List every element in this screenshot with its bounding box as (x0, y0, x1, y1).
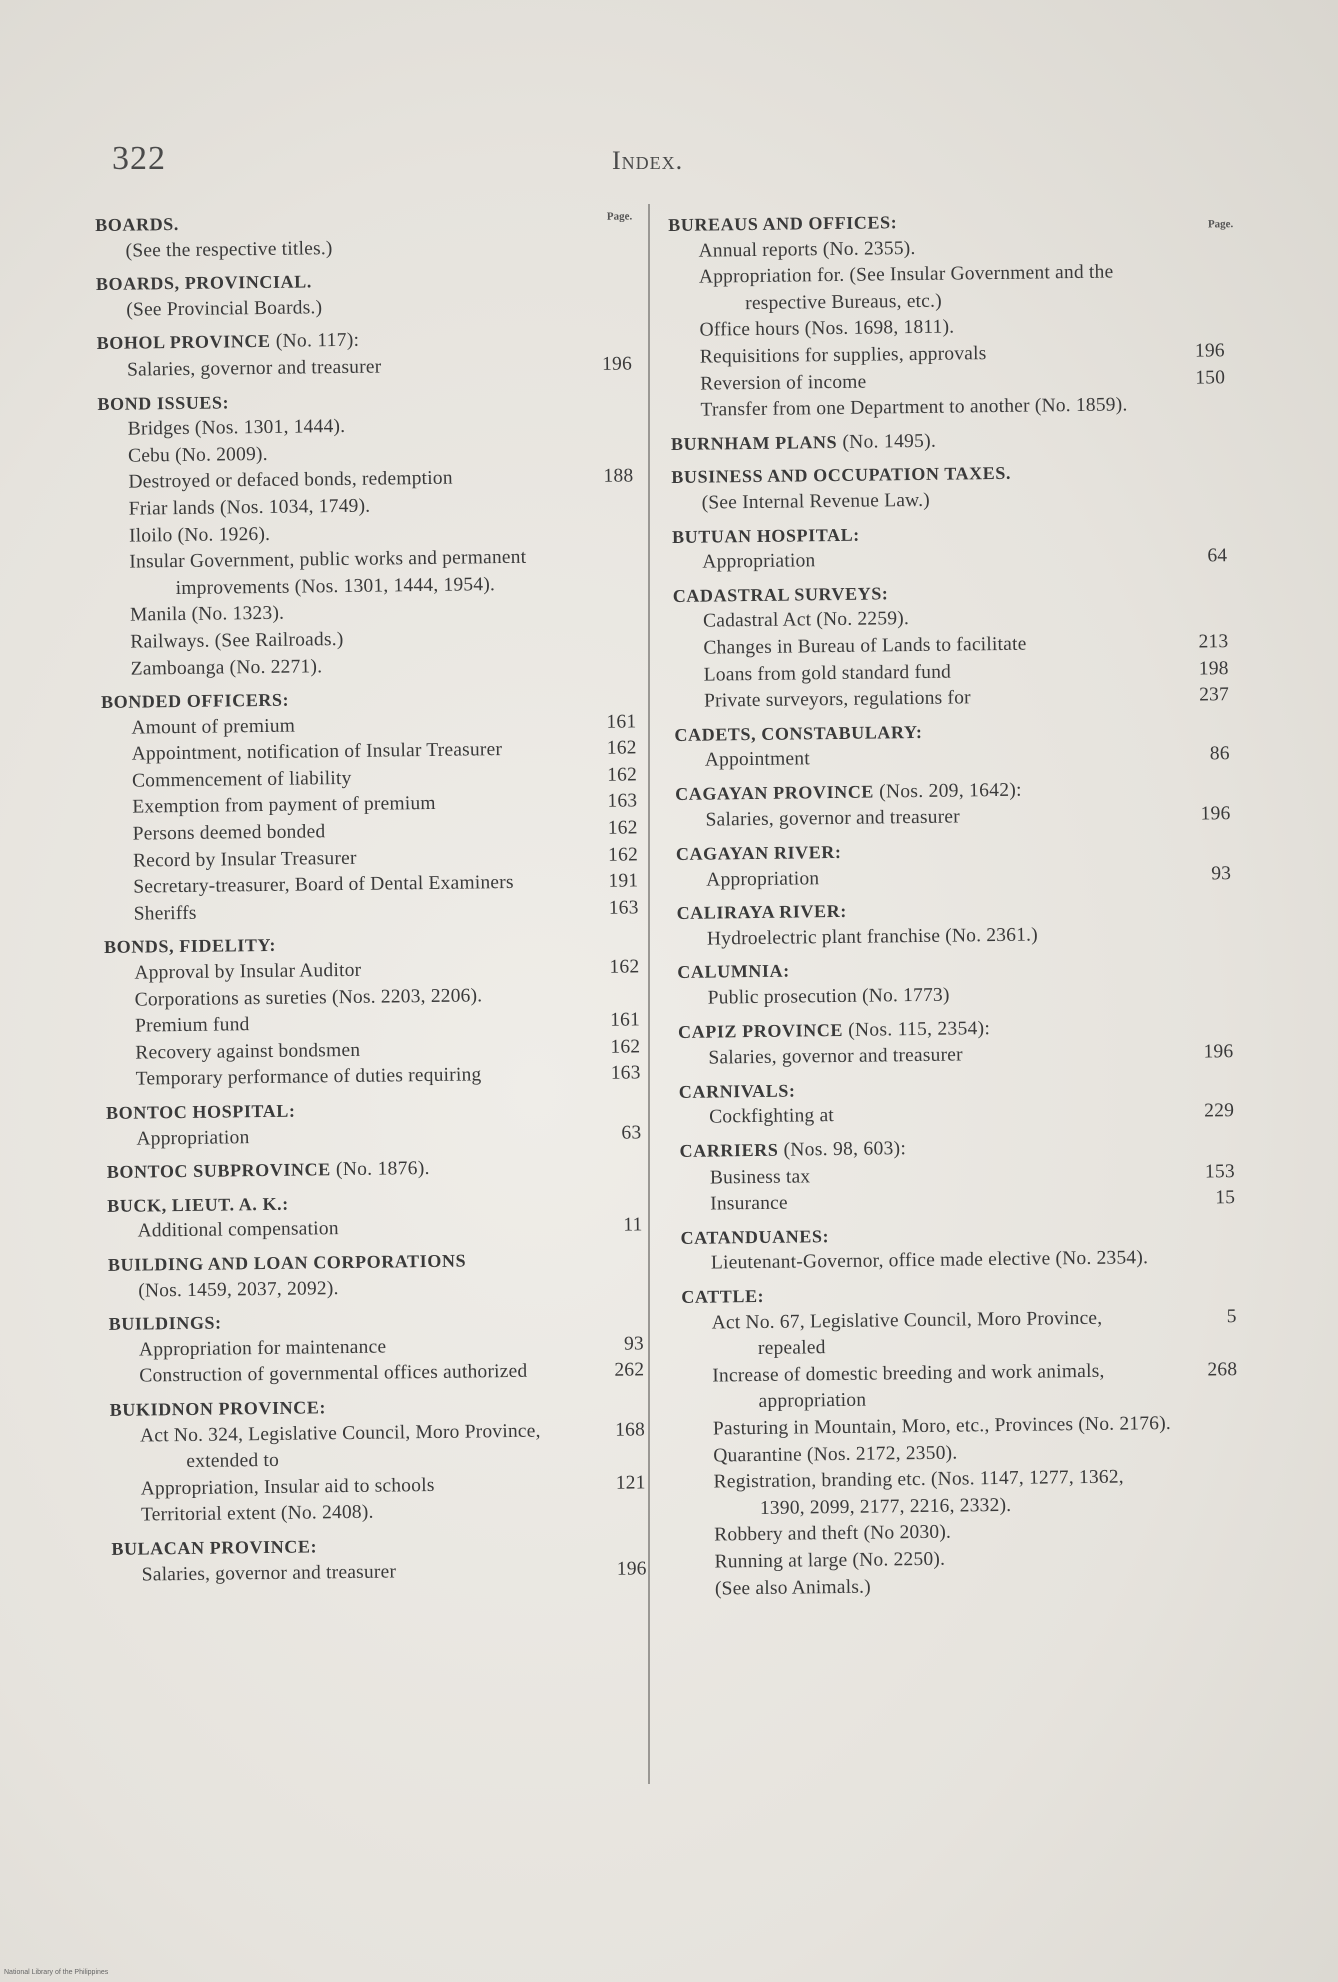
subentry-text: Construction of governmental offices authorized (139, 1361, 528, 1387)
index-subentry (112, 1556, 647, 1589)
page-reference: 162 (609, 956, 640, 978)
subentry-text: Commencement of liability (131, 767, 352, 792)
subentry-text: Zamboanga (No. 2271). (130, 655, 323, 680)
page-reference: 229 (1204, 1100, 1235, 1122)
subentry-text: Railways. (See Railroads.) (130, 628, 344, 653)
index-subentry (95, 232, 630, 265)
index-subentry (679, 1099, 1234, 1132)
subentry-text: Transfer from one Department to another (No. 1859). (700, 394, 1128, 421)
index-subentry (109, 1358, 644, 1391)
page-reference: 196 (601, 353, 633, 375)
heading-term: CAPIZ PROVINCE (677, 1019, 844, 1042)
index-subentry (101, 650, 636, 683)
subentry-text: Salaries, governor and treasurer (141, 1560, 397, 1586)
page-reference (1172, 1455, 1238, 1456)
page-reference (577, 1290, 643, 1291)
page-reference (1158, 276, 1224, 277)
subentry-text: (See also Animals.) (714, 1576, 871, 1600)
subentry-text: Iloilo (No. 1926). (128, 523, 271, 547)
index-subentry (678, 979, 1233, 1012)
page-reference: 86 (1209, 743, 1230, 765)
index-subentry (107, 1213, 642, 1246)
heading-reference: (No. 1876). (330, 1158, 430, 1181)
page-reference (568, 535, 634, 536)
page-reference: 196 (1203, 1041, 1234, 1063)
page-reference: 11 (623, 1214, 643, 1236)
entry-list-right (668, 205, 1240, 1603)
page-reference (568, 508, 634, 509)
page-reference (1162, 621, 1228, 622)
index-subentry (671, 484, 1226, 517)
index-subentry (106, 1120, 641, 1153)
heading-term: BURNHAM PLANS (670, 431, 838, 454)
index-subentry (681, 1245, 1236, 1278)
page-reference: 162 (606, 737, 637, 760)
page-reference (1173, 1534, 1239, 1535)
heading-term: BUSINESS AND OCCUPATION TAXES. (671, 463, 1012, 488)
page-reference: 262 (614, 1359, 645, 1382)
subentry-text: Loans from gold standard fund (703, 661, 952, 686)
subentry-text: Approval by Insular Auditor (134, 959, 362, 984)
page-reference: 188 (603, 465, 634, 488)
heading-reference: (Nos. 115, 2354): (842, 1017, 991, 1041)
index-subentry (111, 1497, 646, 1530)
scan-attribution: National Library of the Philippines (4, 1969, 109, 1976)
heading-term: CALIRAYA RIVER: (676, 901, 847, 924)
page-reference (569, 641, 635, 642)
page-reference (1159, 330, 1225, 331)
page-reference (1160, 409, 1226, 410)
page-number: 322 (112, 140, 166, 177)
page-reference: 162 (607, 817, 638, 839)
page-reference (567, 429, 633, 430)
heading-term: BONTOC HOSPITAL: (105, 1100, 296, 1123)
heading-reference: (No. 1495). (837, 430, 937, 453)
page-reference (1166, 938, 1232, 939)
page-reference: 93 (1211, 862, 1232, 885)
subentry-text: Appropriation (702, 550, 816, 573)
subentry-text: Running at large (No. 2250). (714, 1548, 946, 1573)
page-reference: 213 (1198, 631, 1229, 653)
subentry-text: Salaries, governor and treasurer (705, 806, 961, 832)
heading-term: BUILDING AND LOAN CORPORATIONS (107, 1250, 467, 1275)
index-column-left (95, 199, 647, 1589)
page-reference (1167, 997, 1233, 998)
subentry-text: (See the respective titles.) (125, 237, 333, 262)
subentry-text: Record by Insular Treasurer (132, 847, 357, 872)
index-subentry (680, 1185, 1235, 1218)
entry-list-left (95, 205, 647, 1589)
index-subentry (110, 1417, 646, 1477)
index-subentry (96, 291, 631, 324)
heading-term: CAGAYAN RIVER: (675, 841, 842, 865)
page-reference: 63 (621, 1121, 642, 1144)
subentry-text: Territorial extent (No. 2408). (140, 1502, 374, 1526)
page-reference: 162 (607, 764, 638, 786)
page-reference (1158, 250, 1224, 251)
page-reference (574, 999, 640, 1000)
page-reference: 163 (610, 1062, 641, 1085)
page-reference (1170, 1263, 1236, 1264)
index-subentry (678, 1039, 1233, 1072)
index-column-right (668, 199, 1240, 1603)
heading-term: CATANDUANES: (680, 1225, 830, 1248)
heading-term: BUCK, LIEUT. A. K.: (107, 1193, 289, 1216)
subentry-text: Quarantine (Nos. 2172, 2350). (713, 1442, 958, 1467)
subentry-text: Insular Government, public works and permanent improvements (Nos. 1301, 1444, 1954). (129, 546, 527, 599)
subentry-text: Pasturing in Mountain, Moro, etc., Provinces (No. 2176). (712, 1412, 1172, 1440)
subentry-text: Appropriation (136, 1126, 250, 1150)
index-subentry (106, 1061, 641, 1094)
subentry-text: Corporations as sureties (Nos. 2203, 2206). (134, 984, 483, 1011)
page-column-label: Page. (1207, 218, 1234, 231)
page-reference: 163 (607, 790, 638, 813)
subentry-text: Secretary-treasurer, Board of Dental Examiners (133, 872, 514, 898)
subentry-text: Registration, branding etc. (Nos. 1147, 1277, 1362, 1390, 2099, 2177, 2216, 2332). (713, 1466, 1124, 1519)
page-reference (1174, 1561, 1240, 1562)
page-reference (1174, 1588, 1240, 1589)
heading-term: BULACAN PROVINCE: (111, 1536, 318, 1559)
page-reference: 150 (1195, 366, 1226, 389)
subentry-text: Additional compensation (137, 1218, 339, 1242)
subentry-text: Recovery against bondsmen (135, 1039, 361, 1064)
page-reference: 196 (1194, 340, 1225, 362)
index-heading (671, 424, 1226, 458)
subentry-text: Appropriation for. (See Insular Government and the respective Bureaus, etc.) (698, 261, 1114, 314)
subentry-text: Act No. 67, Legislative Council, Moro Province, repealed (711, 1307, 1103, 1360)
page-reference: 191 (608, 870, 639, 893)
subentry-text: Appointment (704, 748, 811, 771)
page-reference (1172, 1428, 1238, 1429)
subentry-text: Public prosecution (No. 1773) (707, 984, 950, 1009)
heading-term: BONTOC SUBPROVINCE (106, 1159, 331, 1183)
subentry-text: Manila (No. 1323). (129, 603, 285, 626)
heading-term: CATTLE: (681, 1285, 765, 1307)
heading-term: BOHOL PROVINCE (96, 331, 271, 354)
subentry-text: Cockfighting at (709, 1105, 835, 1128)
heading-reference: (No. 117): (270, 330, 360, 353)
page-reference (567, 455, 633, 456)
heading-term: CAGAYAN PROVINCE (675, 781, 875, 804)
page-reference: 196 (616, 1557, 647, 1580)
subentry-text: Bridges (Nos. 1301, 1444). (127, 416, 346, 440)
index-subentry (682, 1357, 1238, 1417)
index-subentry (99, 544, 635, 604)
heading-term: BOARDS, PROVINCIAL. (95, 271, 312, 295)
heading-term: BUKIDNON PROVINCE: (109, 1397, 327, 1420)
page-reference: 161 (610, 1009, 641, 1031)
page-reference (1161, 502, 1227, 503)
column-divider (648, 204, 650, 1784)
subentry-text: Amount of premium (131, 715, 296, 739)
page-reference (565, 250, 631, 251)
subentry-text: Premium fund (134, 1014, 250, 1037)
index-subentry (108, 1272, 643, 1305)
subentry-text: Hydroelectric plant franchise (No. 2361.) (706, 924, 1038, 950)
subentry-text: (See Internal Revenue Law.) (701, 489, 931, 514)
page-reference: 15 (1215, 1187, 1236, 1209)
index-subentry (681, 1304, 1237, 1364)
page-reference (565, 309, 631, 310)
subentry-text: Private surveyors, regulations for (703, 687, 971, 712)
page-reference (570, 668, 636, 669)
index-subentry (675, 741, 1230, 774)
page-reference: 162 (610, 1036, 641, 1058)
index-subentry (672, 543, 1227, 576)
subentry-text: Friar lands (Nos. 1034, 1749). (128, 495, 371, 520)
heading-term: CARNIVALS: (678, 1080, 796, 1102)
heading-term: CARRIERS (679, 1139, 779, 1161)
page-reference (568, 562, 634, 563)
index-subentry (676, 861, 1231, 894)
subentry-text: Appropriation, Insular aid to schools (140, 1474, 435, 1500)
subentry-text: Exemption from payment of premium (132, 793, 436, 819)
subentry-text: Changes in Bureau of Lands to facilitate (703, 633, 1027, 659)
index-subentry (670, 391, 1225, 424)
heading-term: BUILDINGS: (108, 1312, 222, 1335)
subentry-text: Salaries, governor and treasurer (708, 1044, 963, 1069)
heading-term: BONDED OFFICERS: (100, 689, 290, 713)
subentry-text: (See Provincial Boards.) (126, 297, 323, 321)
heading-term: CADETS, CONSTABULARY: (674, 721, 923, 745)
page-reference: 198 (1198, 657, 1229, 680)
index-subentry (685, 1570, 1240, 1603)
subentry-text: Cebu (No. 2009). (127, 443, 268, 467)
index-subentry (104, 895, 639, 928)
page-reference: 268 (1207, 1358, 1238, 1381)
heading-term: BUTUAN HOSPITAL: (671, 524, 860, 547)
subentry-text: Persons deemed bonded (132, 821, 326, 845)
subentry-text: Annual reports (No. 2355). (698, 237, 916, 262)
subentry-text: Destroyed or defaced bonds, redemption (128, 467, 453, 493)
page-reference: 163 (608, 897, 639, 919)
heading-term: CALUMNIA: (677, 961, 790, 983)
subentry-text: Insurance (710, 1192, 788, 1215)
page-reference (580, 1515, 646, 1516)
page-reference: 161 (606, 711, 637, 733)
heading-term: BONDS, FIDELITY: (103, 935, 277, 958)
heading-term: BOARDS. (95, 213, 180, 235)
page-reference: 93 (623, 1333, 645, 1355)
subentry-text: Lieutenant-Governor, office made elective (No. 2354). (710, 1247, 1149, 1274)
subentry-text: Appropriation (706, 867, 820, 891)
subentry-text: (Nos. 1459, 2037, 2092). (138, 1277, 339, 1302)
page-column-label: Page. (606, 210, 633, 223)
index-subentry (674, 682, 1229, 715)
index-subentry (97, 351, 632, 384)
heading-term: BOND ISSUES: (97, 391, 230, 414)
page-reference: 162 (607, 844, 639, 866)
subentry-text: Office hours (Nos. 1698, 1811). (699, 316, 955, 341)
subentry-text: Increase of domestic breeding and work animals, appropriation (712, 1360, 1105, 1413)
page-title: Index. (612, 146, 684, 175)
heading-term: CADASTRAL SURVEYS: (672, 583, 889, 606)
heading-term: BUREAUS AND OFFICES: (668, 212, 898, 235)
page-reference (1173, 1481, 1239, 1482)
subentry-text: Robbery and theft (No 2030). (714, 1521, 952, 1546)
heading-reference: (Nos. 98, 603): (778, 1138, 907, 1161)
subentry-text: Act No. 324, Legislative Council, Moro Province, extended to (139, 1420, 541, 1473)
page-reference: 64 (1207, 545, 1228, 567)
page-reference: 168 (615, 1418, 646, 1441)
subentry-text: Salaries, governor and treasurer (126, 356, 382, 381)
subentry-text: Temporary performance of duties requiring (135, 1064, 482, 1090)
subentry-text: Business tax (709, 1165, 811, 1189)
subentry-text: Requisitions for supplies, approvals (699, 343, 987, 368)
subentry-text: Appointment, notification of Insular Treasurer (131, 739, 503, 765)
subentry-text: Cadastral Act (No. 2259). (702, 608, 910, 632)
index-heading (107, 1153, 642, 1187)
index-subentry (677, 920, 1232, 953)
page-reference: 237 (1199, 684, 1230, 706)
subentry-text: Reversion of income (700, 371, 867, 395)
page-reference: 121 (615, 1472, 646, 1494)
page-reference (569, 615, 635, 616)
subentry-text: Sheriffs (133, 902, 197, 925)
index-subentry (675, 802, 1230, 835)
page-reference: 196 (1200, 803, 1231, 826)
heading-reference: (Nos. 209, 1642): (873, 779, 1022, 803)
index-subentry (683, 1463, 1239, 1523)
page-reference: 5 (1226, 1305, 1237, 1327)
page-reference: 153 (1204, 1160, 1235, 1183)
index-subentry (669, 258, 1225, 318)
subentry-text: Appropriation for maintenance (138, 1336, 387, 1361)
